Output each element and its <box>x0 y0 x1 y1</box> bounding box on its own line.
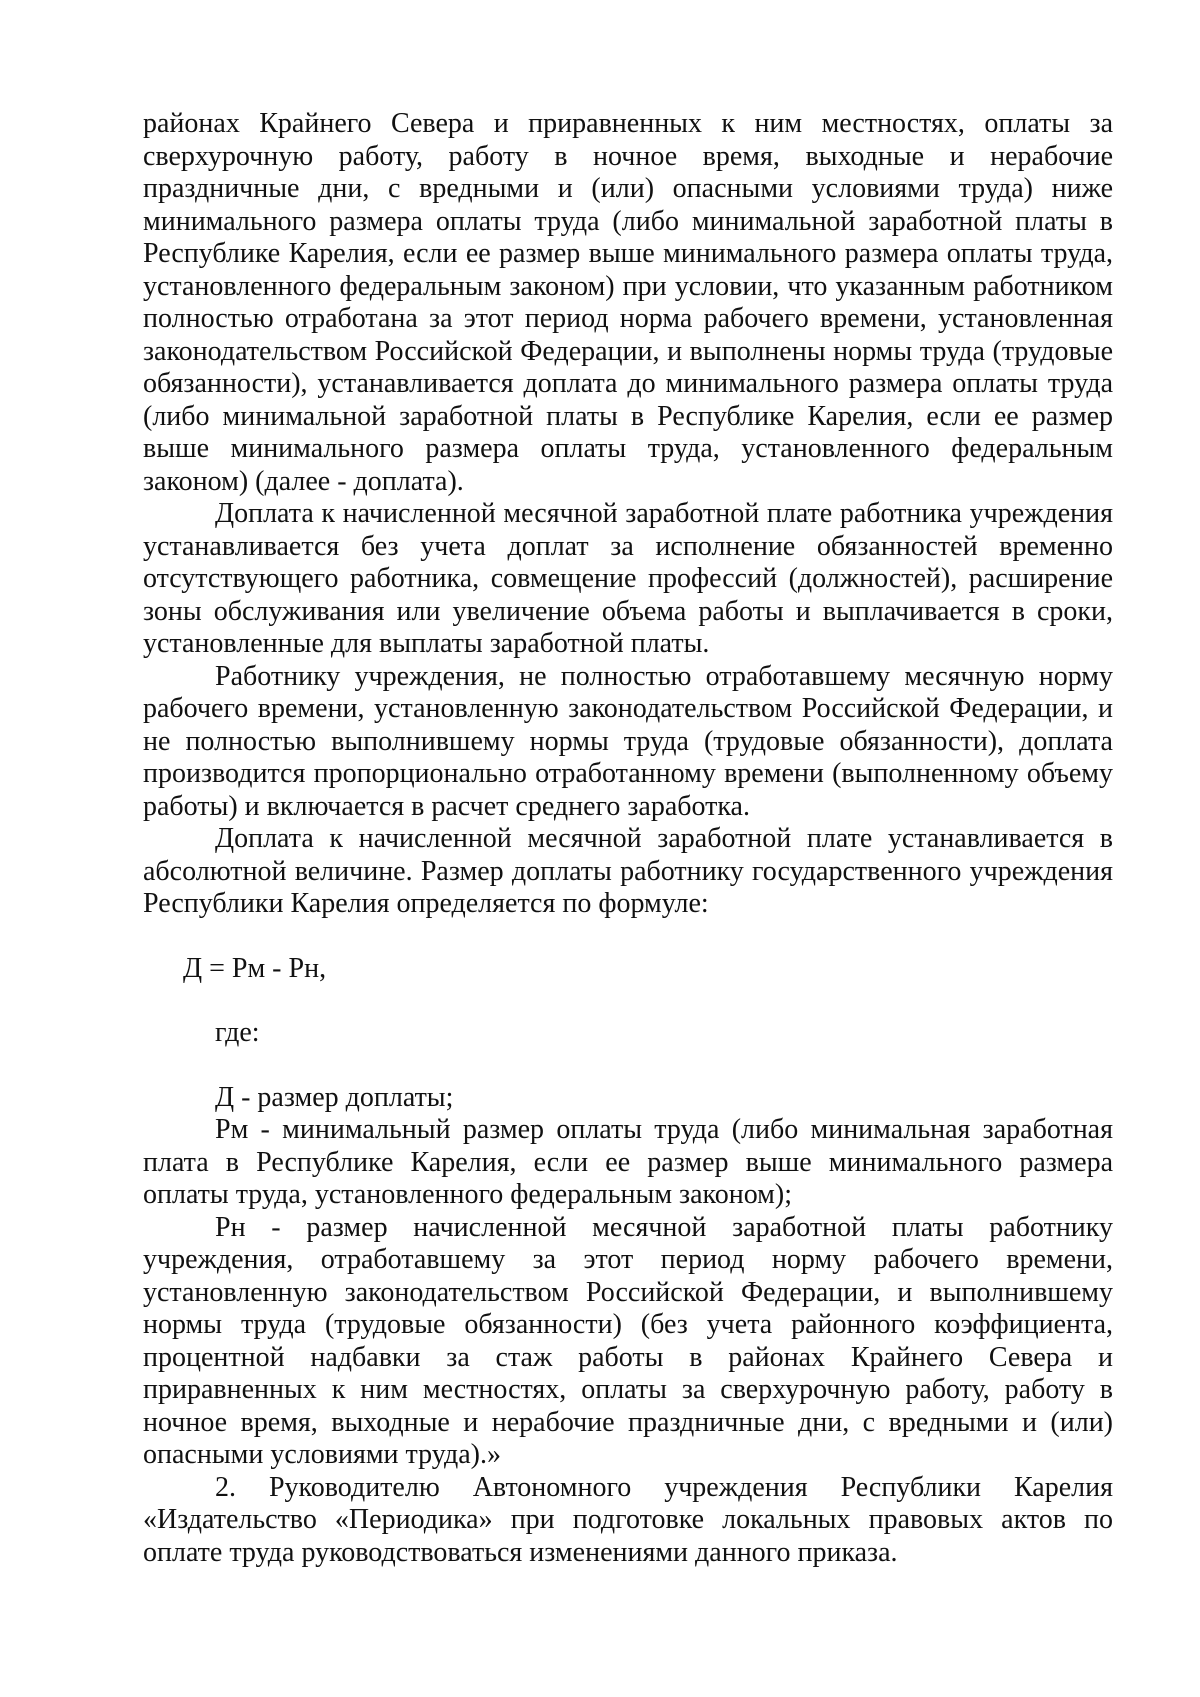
definition-rm: Рм - минимальный размер оплаты труда (либо минимальная заработная плата в Республике Карелия, если ее размер выше минимального размера оплаты труда, установленного федеральным законом); <box>143 1114 1113 1210</box>
paragraph-surcharge-basis: Доплата к начисленной месячной заработной плате работника учреждения устанавливается без учета доплат за исполнение обязанностей временно отсутствующего работника, совмещение профессий (должностей), расширение зоны обслуживания или увеличение объема работы и выплачивается в сроки, установленные для выплаты заработной платы. <box>143 498 1113 659</box>
where-label: где: <box>215 1017 260 1048</box>
document-page <box>143 108 1113 1569</box>
paragraph-proportional: Работнику учреждения, не полностью отработавшему месячную норму рабочего времени, установленную законодательством Российской Федерации, и не полностью выполнившему нормы труда (трудовые обязанности), доплата производится пропорционально отработанному времени (выполненному объему работы) и включается в расчет среднего заработка. <box>143 660 1113 822</box>
item-2: 2. Руководителю Автономного учреждения Республики Карелия «Издательство «Периодика» при подготовке локальных правовых актов по оплате труда руководствоваться изменениями данного приказа. <box>143 1471 1113 1568</box>
definition-d: Д - размер доплаты; <box>215 1081 454 1113</box>
paragraph-continuation: районах Крайнего Севера и приравненных к ним местностях, оплаты за сверхурочную работу, работу в ночное время, выходные и нерабочие праздничные дни, с вредными и (или) опасными условиями труда) ниже минимального размера оплаты труда (либо минимальной заработной платы в Республике Карелия, если ее размер выше минимального размера оплаты труда, установленного федеральным законом) при условии, что указанным работником полностью отработана за этот период норма рабочего времени, установленная законодательством Российской Федерации, и выполнены нормы труда (трудовые обязанности), устанавливается доплата до минимального размера оплаты труда (либо минимальной заработной платы в Республике Карелия, если ее размер выше минимального размера оплаты труда, установленного федеральным законом) (далее - доплата). <box>143 108 1113 497</box>
formula: Д = Рм - Рн, <box>183 952 327 984</box>
paragraph-formula-intro: Доплата к начисленной месячной заработной плате устанавливается в абсолютной величине. Размер доплаты работнику государственного учреждения Республики Карелия определяется по формуле: <box>143 823 1113 919</box>
definition-rn: Рн - размер начисленной месячной заработной платы работнику учреждения, отработавшему за этот период норму рабочего времени, установленную законодательством Российской Федерации, и выполнившему нормы труда (трудовые обязанности) (без учета районного коэффициента, процентной надбавки за стаж работы в районах Крайнего Севера и приравненных к ним местностях, оплаты за сверхурочную работу, работу в ночное время, выходные и нерабочие праздничные дни, с вредными и (или) опасными условиями труда).» <box>143 1211 1113 1470</box>
